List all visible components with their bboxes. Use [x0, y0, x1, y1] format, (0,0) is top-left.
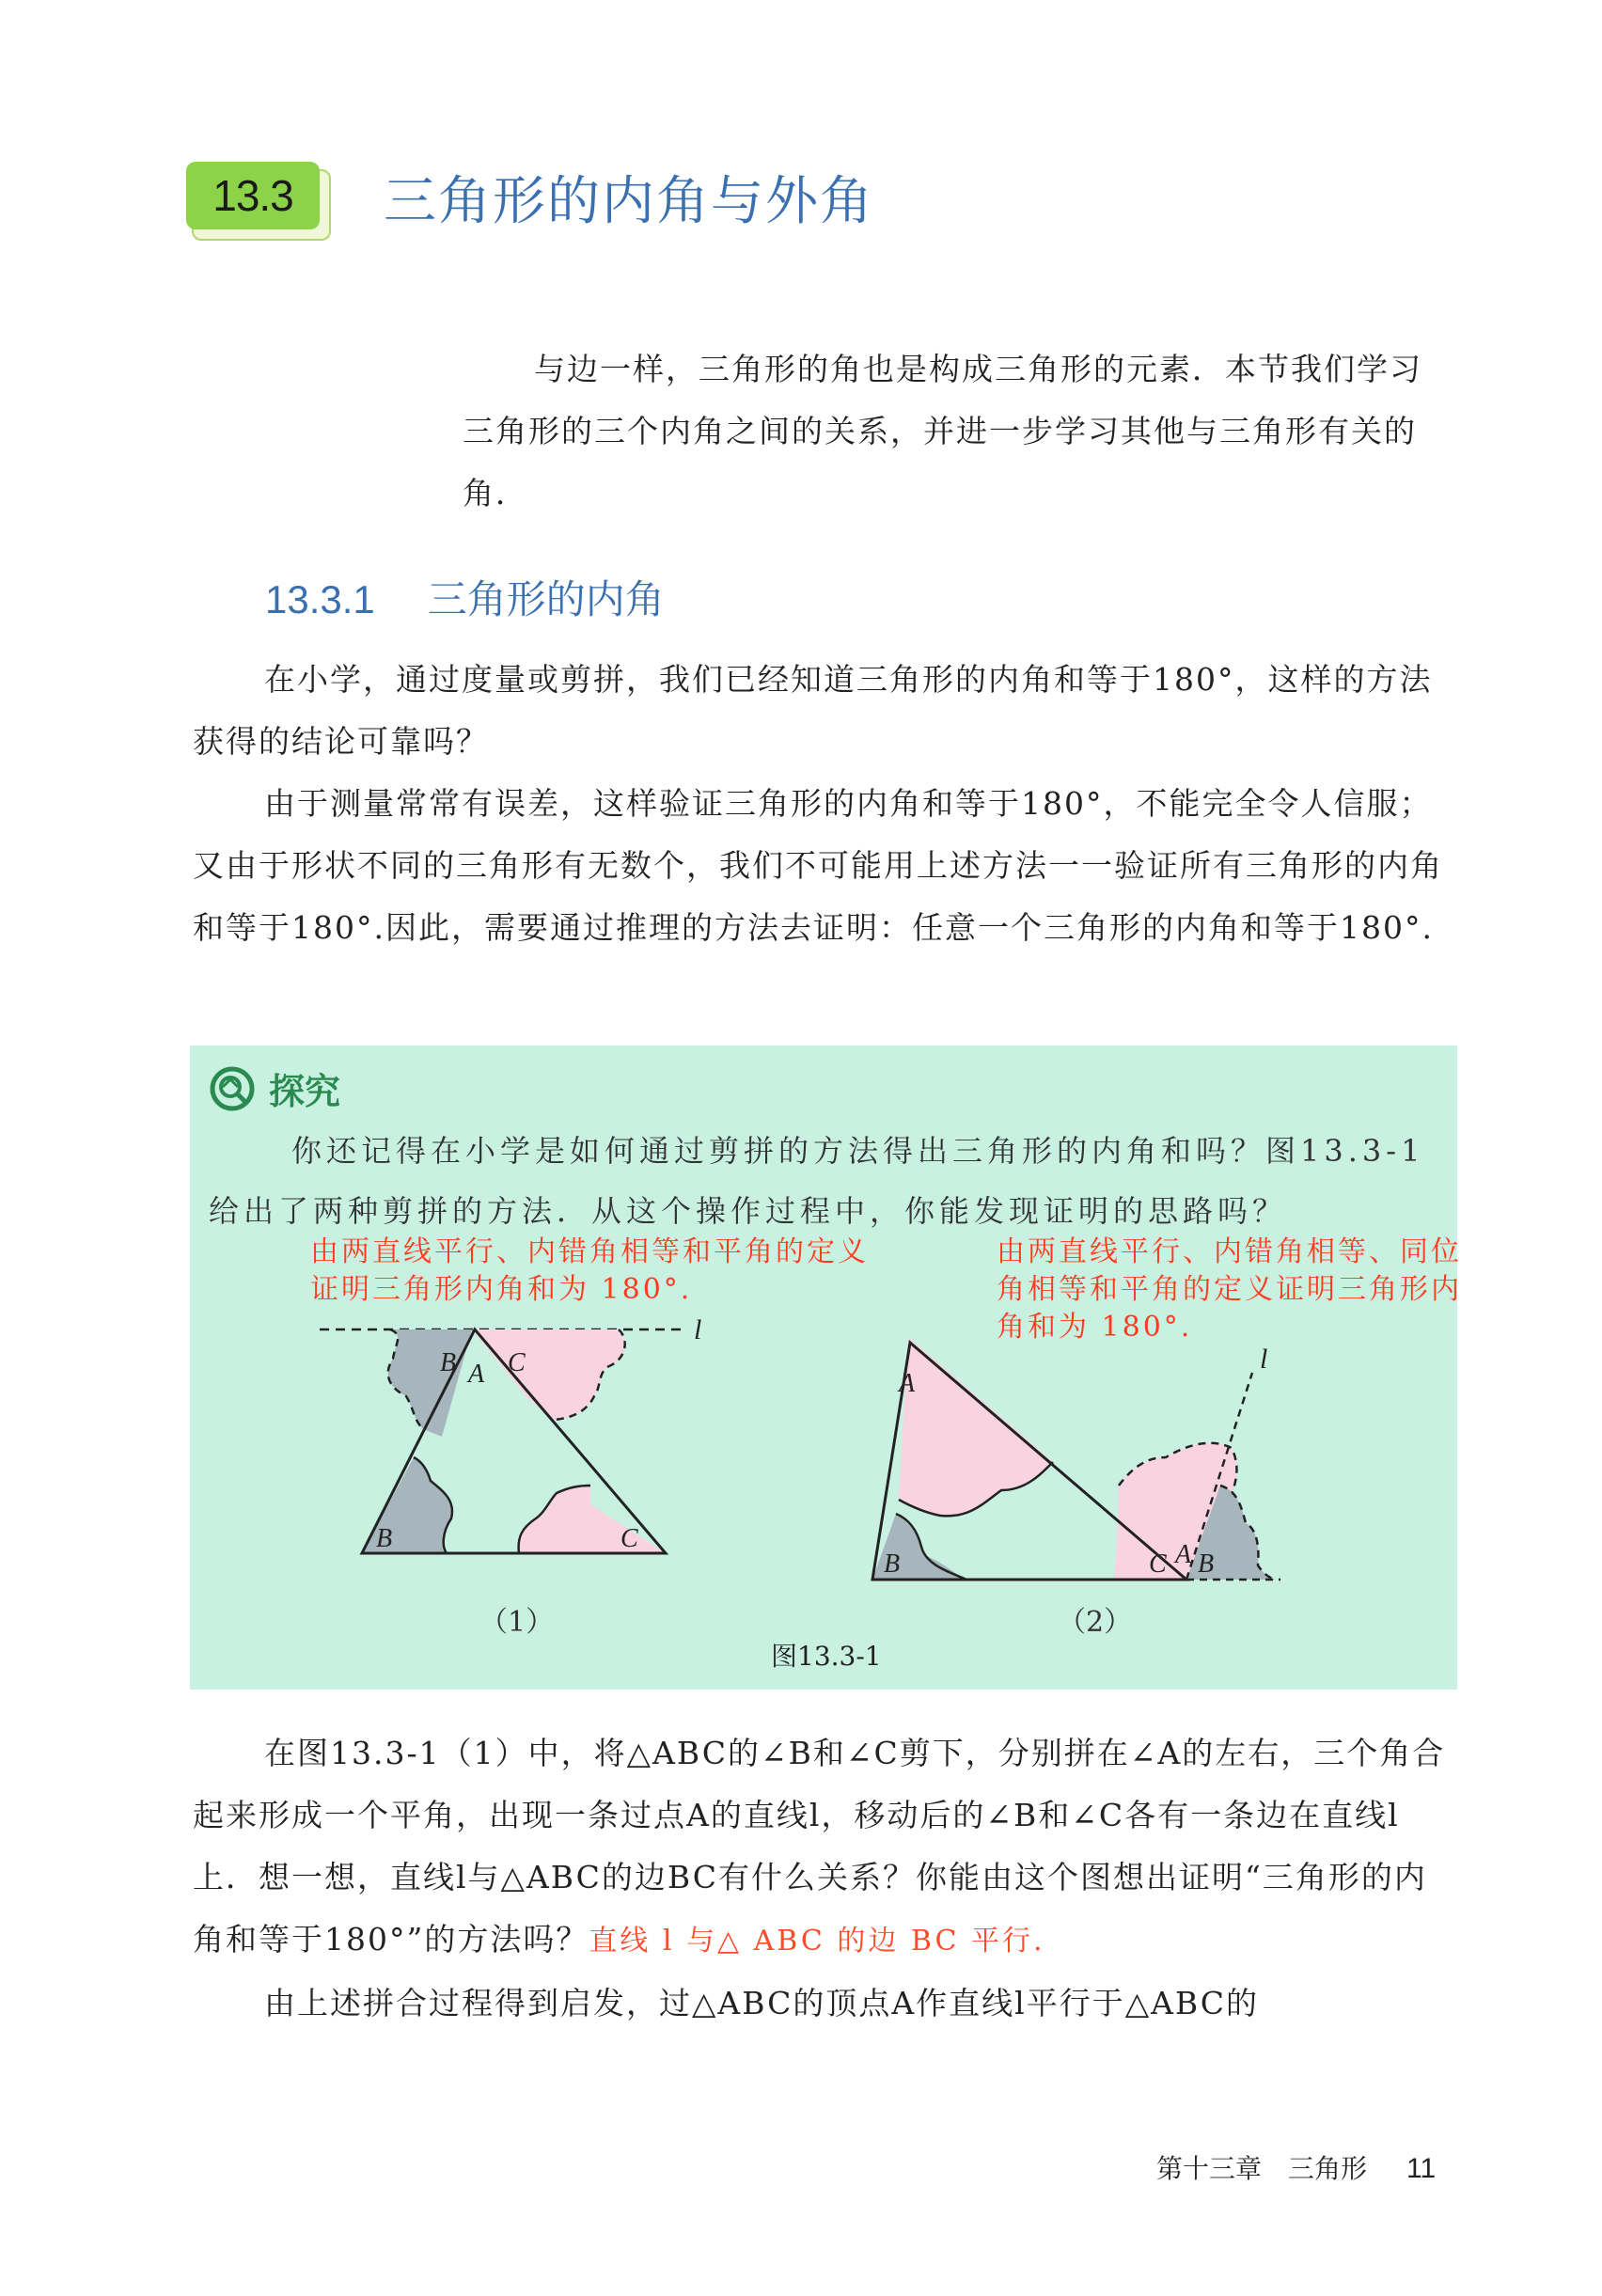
paragraph-4: 由上述拼合过程得到启发，过△ABC的顶点A作直线l平行于△ABC的 [264, 1985, 1260, 2021]
svg-text:A: A [1175, 1540, 1192, 1569]
handwritten-answer: 直线 l 与△ ABC 的边 BC 平行. [589, 1925, 1045, 1958]
subsection-title-text: 三角形的内角 [427, 576, 665, 622]
paragraph-2: 由于测量常常有误差，这样验证三角形的内角和等于180°，不能完全令人信服；又由于形状不同的三角形有无数个，我们不可能用上述方法一一验证所有三角形的内角和等于180°.因此，需要通过推理的方法去证明：任意一个三角形的内角和等于180°. [193, 785, 1443, 946]
svg-text:B: B [440, 1348, 457, 1377]
handwritten-note-2: 由两直线平行、内错角相等、同位角相等和平角的定义证明三角形内角和为 180°. [997, 1235, 1462, 1344]
section-number-badge [186, 162, 327, 237]
body-text-2 [193, 1722, 1457, 2035]
paragraph-3 [193, 1722, 1457, 1973]
svg-text:B: B [884, 1549, 901, 1579]
intro-paragraph [463, 338, 1454, 525]
svg-text:A: A [468, 1360, 485, 1389]
paragraph-1: 在小学，通过度量或剪拼，我们已经知道三角形的内角和等于180°，这样的方法获得的结论可靠吗？ [193, 661, 1433, 760]
explore-question [209, 1121, 1440, 1241]
svg-text:A: A [899, 1369, 916, 1398]
svg-text:B: B [1198, 1549, 1215, 1579]
body-text-1 [193, 649, 1457, 959]
explore-question-text: 你还记得在小学是如何通过剪拼的方法得出三角形的内角和吗？图13.3-1给出了两种剪拼的方法．从这个操作过程中，你能发现证明的思路吗？ [209, 1133, 1425, 1229]
svg-text:B: B [376, 1524, 393, 1553]
page-number: 11 [1406, 2153, 1437, 2184]
svg-text:C: C [1149, 1549, 1167, 1579]
subsection-number: 13.3.1 [265, 577, 375, 621]
svg-text:l: l [694, 1314, 702, 1345]
svg-text:l: l [1260, 1344, 1268, 1375]
figure-2-label: （2） [1058, 1606, 1133, 1639]
svg-text:C: C [620, 1524, 638, 1553]
explore-magnifier-icon [209, 1065, 256, 1112]
section-title: 三角形的内角与外角 [384, 171, 874, 232]
chapter-label: 第十三章 三角形 [1156, 2153, 1368, 2184]
figure-1-label: （1） [479, 1606, 555, 1639]
figure-caption: 图13.3-1 [771, 1641, 882, 1672]
handwritten-note-1: 由两直线平行、内错角相等和平角的定义证明三角形内角和为 180°. [310, 1235, 869, 1306]
page-footer [1156, 2148, 1436, 2186]
figure-1-diagram [320, 1307, 752, 1589]
subsection-title [265, 569, 665, 625]
intro-text: 与边一样，三角形的角也是构成三角形的元素．本节我们学习三角形的三个内角之间的关系，并进一步学习其他与三角形有关的角． [463, 351, 1422, 511]
paragraph-3-text: 在图13.3-1（1）中，将△ABC的∠B和∠C剪下，分别拼在∠A的左右，三个角合起来形成一个平角，出现一条过点A的直线l，移动后的∠B和∠C各有一条边在直线l上．想一想，直线l与△ABC的边BC有什么关系？你能由这个图想出证明“三角形的内角和等于180°”的方法吗？ [193, 1735, 1446, 1958]
explore-label: 探究 [269, 1071, 341, 1112]
figure-2-diagram [865, 1316, 1354, 1589]
svg-text:C: C [508, 1348, 526, 1377]
section-number: 13.3 [186, 162, 320, 229]
explore-header [209, 1062, 340, 1114]
